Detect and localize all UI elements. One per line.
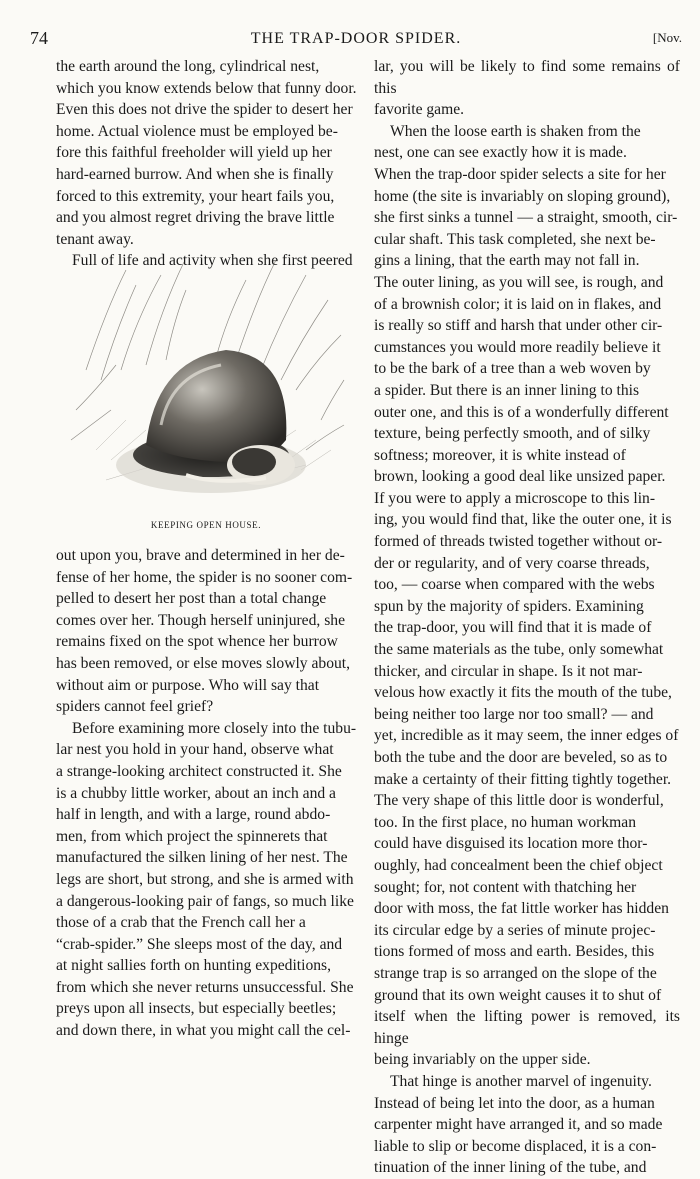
text-line: lar nest you hold in your hand, observe what bbox=[56, 741, 334, 759]
text-line: yet, incredible as it may seem, the inner edges of bbox=[374, 727, 679, 745]
text-line: spun by the majority of spiders. Examining bbox=[374, 597, 644, 615]
text-line: which you know extends below that funny door. bbox=[56, 79, 357, 97]
text-line: tions formed of moss and earth. Besides, this bbox=[374, 943, 655, 961]
text-line: brown, looking a good deal like unsized paper. bbox=[374, 468, 666, 486]
text-line: spiders cannot feel grief? bbox=[56, 698, 214, 716]
text-line: the same materials as the tube, only somewhat bbox=[374, 641, 664, 659]
issue-label: [Nov. bbox=[652, 30, 682, 45]
text-line: from which she never returns unsuccessful. She bbox=[56, 978, 354, 996]
text-line: a dangerous-looking pair of fangs, so much like bbox=[56, 892, 354, 910]
left-column-bottom bbox=[56, 545, 362, 1042]
text-line: velous how exactly it fits the mouth of the tube, bbox=[374, 684, 672, 702]
text-line: of a brownish color; it is laid on in flakes, and bbox=[374, 295, 662, 313]
text-line: too, — coarse when compared with the webs bbox=[374, 576, 655, 594]
illustration-keeping-open-house bbox=[66, 250, 346, 530]
text-line: is a chubby little worker, about an inch and a bbox=[56, 784, 336, 802]
text-line: thicker, and circular in shape. Is it not mar- bbox=[374, 662, 643, 680]
text-line: carpenter might have arranged it, and so made bbox=[374, 1116, 663, 1134]
text-line: forced to this extremity, your heart fails you, bbox=[56, 187, 335, 205]
left-column-top bbox=[56, 56, 362, 272]
text-line: Full of life and activity when she first peered bbox=[72, 252, 353, 270]
text-line: preys upon all insects, but especially beetles; bbox=[56, 1000, 337, 1018]
text-line: the trap-door, you will find that it is made of bbox=[374, 619, 652, 637]
text-line: cular shaft. This task completed, she next be- bbox=[374, 230, 656, 248]
text-line: being neither too large nor too small? — and bbox=[374, 705, 654, 723]
text-line: too. In the first place, no human workman bbox=[374, 813, 636, 831]
text-line: without aim or purpose. Who will say that bbox=[56, 676, 320, 694]
text-line: those of a crab that the French call her a bbox=[56, 914, 306, 932]
text-line: Before examining more closely into the tubu- bbox=[72, 719, 357, 737]
text-line: tenant away. bbox=[56, 230, 134, 248]
text-line: fore this faithful freeholder will yield up her bbox=[56, 144, 332, 162]
text-line: men, from which project the spinnerets that bbox=[56, 827, 328, 845]
text-line: If you were to apply a microscope to this lin- bbox=[374, 489, 656, 507]
text-line: fense of her home, the spider is no sooner com- bbox=[56, 568, 353, 586]
text-line: a strange-looking architect constructed it. She bbox=[56, 762, 342, 780]
text-line: That hinge is another marvel of ingenuity. bbox=[390, 1072, 652, 1090]
text-line: The outer lining, as you will see, is rough, and bbox=[374, 273, 664, 291]
text-line: its circular edge by a series of minute projec- bbox=[374, 921, 656, 939]
text-line: home. Actual violence must be employed be- bbox=[56, 122, 338, 140]
text-line: Even this does not drive the spider to desert her bbox=[56, 101, 353, 119]
text-line: ing, you would find that, like the outer one, it is bbox=[374, 511, 672, 529]
text-line: tinuation of the inner lining of the tube, and bbox=[374, 1159, 647, 1177]
text-line: favorite game. bbox=[374, 101, 465, 119]
text-line: When the trap-door spider selects a site for her bbox=[374, 165, 666, 183]
text-line: door with moss, the fat little worker has hidden bbox=[374, 900, 669, 918]
text-line: lar, you will be likely to find some remains of this bbox=[374, 58, 680, 97]
text-line: out upon you, brave and determined in her de- bbox=[56, 547, 345, 564]
text-line: to be the bark of a tree than a web woven by bbox=[374, 360, 651, 378]
text-line: cumstances you would more readily believe it bbox=[374, 338, 661, 356]
text-line: outer one, and this is of a wonderfully different bbox=[374, 403, 669, 421]
text-line: softness; moreover, it is white instead of bbox=[374, 446, 626, 464]
text-line: nest, one can see exactly how it is made. bbox=[374, 144, 627, 162]
text-line: The very shape of this little door is wonderful, bbox=[374, 792, 664, 810]
text-line: itself when the lifting power is removed, its hinge bbox=[374, 1008, 680, 1047]
text-line: texture, being perfectly smooth, and of silky bbox=[374, 425, 651, 443]
text-line: she first sinks a tunnel — a straight, smooth, cir- bbox=[374, 209, 678, 227]
text-line: and down there, in what you might call the cel- bbox=[56, 1022, 351, 1040]
text-line: strange trap is so arranged on the slope of the bbox=[374, 964, 657, 982]
text-line: home (the site is invariably on sloping ground), bbox=[374, 187, 671, 205]
text-line: a spider. But there is an inner lining to this bbox=[374, 381, 640, 399]
text-line: being invariably on the upper side. bbox=[374, 1051, 591, 1069]
text-line: pelled to desert her post than a total change bbox=[56, 590, 327, 608]
right-column bbox=[374, 56, 680, 1179]
figure-caption: KEEPING OPEN HOUSE. bbox=[150, 520, 262, 530]
text-line: legs are short, but strong, and she is armed with bbox=[56, 870, 354, 888]
text-line: remains fixed on the spot whence her burrow bbox=[56, 633, 338, 651]
text-line: liable to slip or become displaced, it is a con- bbox=[374, 1137, 657, 1155]
page-header bbox=[30, 28, 682, 50]
text-line: hard-earned burrow. And when she is finally bbox=[56, 165, 334, 183]
text-line: ground that its own weight causes it to shut of bbox=[374, 986, 662, 1004]
text-line: comes over her. Though herself uninjured, she bbox=[56, 611, 345, 629]
text-line: could have disguised its location more thor- bbox=[374, 835, 648, 853]
text-line: manufactured the silken lining of her nest. The bbox=[56, 849, 348, 867]
text-line: both the tube and the door are beveled, so as to bbox=[374, 749, 668, 766]
text-line: make a certainty of their fitting tightly together. bbox=[374, 770, 672, 788]
text-line: Instead of being let into the door, as a human bbox=[374, 1094, 655, 1112]
text-line: gins a lining, that the earth may not fall in. bbox=[374, 252, 640, 270]
text-line: and you almost regret driving the brave little bbox=[56, 209, 335, 227]
text-line: the earth around the long, cylindrical nest, bbox=[56, 58, 320, 75]
running-title: THE TRAP-DOOR SPIDER. bbox=[250, 30, 462, 47]
text-line: sought; for, not content with thatching her bbox=[374, 878, 637, 896]
text-line: has been removed, or else moves slowly about, bbox=[56, 654, 351, 672]
text-line: half in length, and with a large, round abdo- bbox=[56, 806, 331, 824]
text-line: at night sallies forth on hunting expeditions, bbox=[56, 957, 332, 975]
text-line: der or regularity, and of very coarse threads, bbox=[374, 554, 650, 572]
page-number: 74 bbox=[30, 28, 48, 48]
text-line: “crab-spider.” She sleeps most of the day, and bbox=[56, 935, 343, 953]
text-line: oughly, had concealment been the chief object bbox=[374, 856, 663, 874]
text-line: When the loose earth is shaken from the bbox=[390, 122, 641, 140]
spider-door-illustration bbox=[66, 250, 346, 512]
text-line: formed of threads twisted together without or- bbox=[374, 533, 663, 551]
text-line: is really so stiff and harsh that under other cir- bbox=[374, 317, 663, 335]
